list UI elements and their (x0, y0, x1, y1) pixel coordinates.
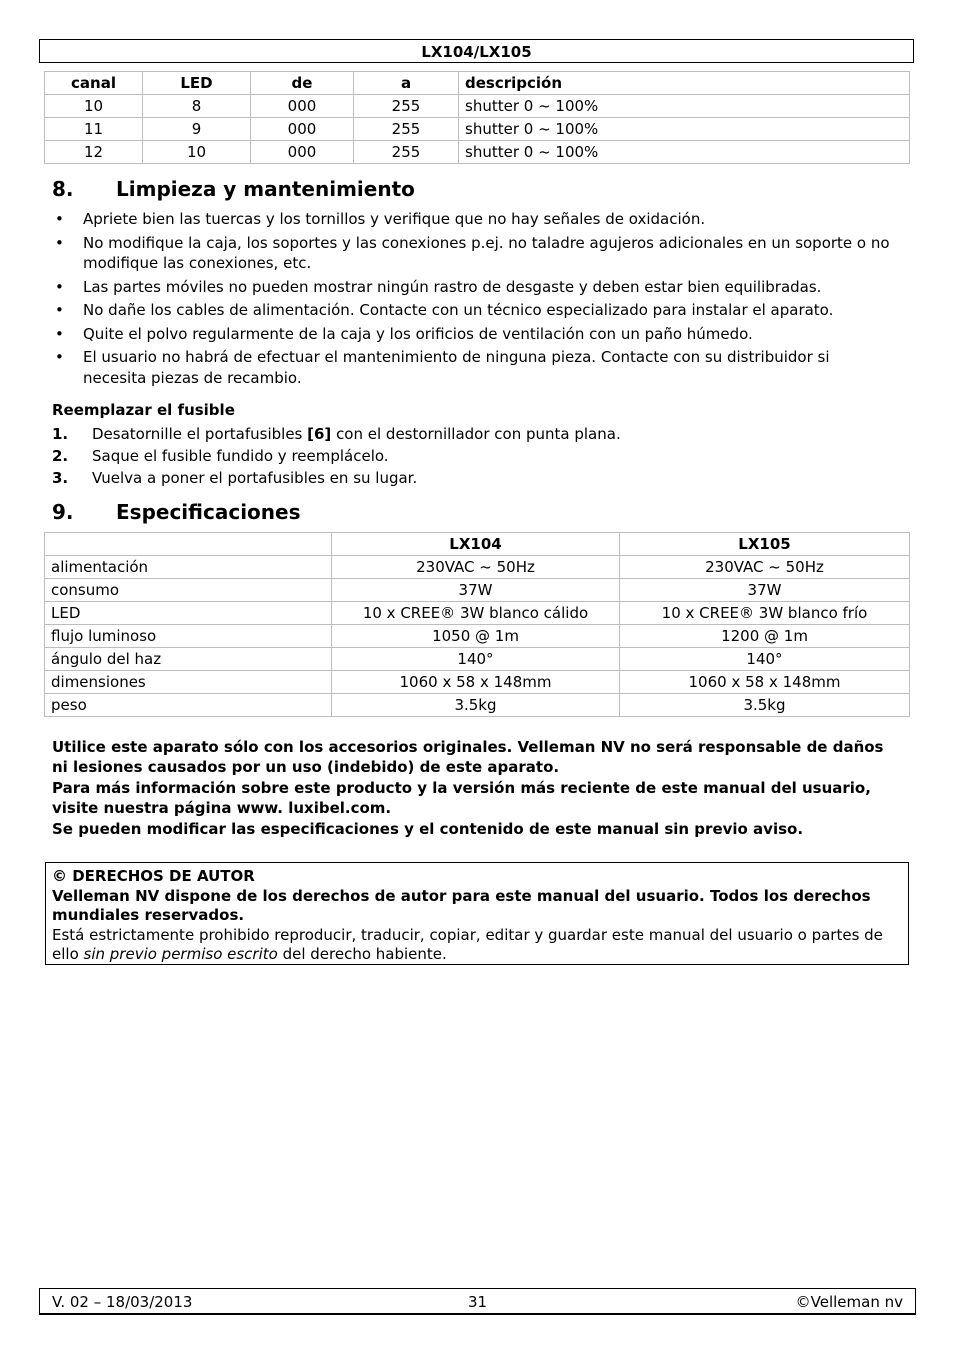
col-led: LED (143, 72, 251, 95)
bullet-icon: • (55, 324, 64, 343)
copyright-text-part: Está estrictamente prohibido reproducir, traducir, copiar, editar y guardar este manual del usuario o partes de ello (52, 925, 883, 963)
copyright-text (52, 926, 902, 965)
table-cell: 1050 @ 1m (332, 625, 620, 648)
bullet-icon: • (55, 210, 64, 228)
table-cell: LED (45, 602, 332, 625)
section-title: Especificaciones (116, 500, 301, 524)
list-item (52, 347, 892, 388)
table-cell: 000 (251, 118, 354, 141)
table-row (45, 95, 910, 118)
table-header-row (45, 72, 910, 95)
step-number: 1. (52, 425, 69, 443)
table-cell: dimensiones (45, 671, 332, 694)
table-row (45, 118, 910, 141)
table-cell: 3.5kg (332, 694, 620, 717)
list-item-text: No dañe los cables de alimentación. Contacte con un técnico especializado para instalar el aparato. (83, 301, 834, 319)
step-text: Desatornille el portafusibles (92, 425, 308, 443)
table-cell: 10 x CREE® 3W blanco cálido (332, 602, 620, 625)
copyright-text-part: del derecho habiente. (277, 945, 447, 963)
step-text: Saque el fusible fundido y reemplácelo. (92, 447, 389, 465)
table-row (45, 625, 910, 648)
col-lx104: LX104 (332, 533, 620, 556)
table-cell: 140° (332, 648, 620, 671)
table-cell: consumo (45, 579, 332, 602)
table-cell: 37W (332, 579, 620, 602)
fuse-steps (52, 423, 621, 489)
notice-accessories: Utilice este aparato sólo con los accesorios originales. Velleman NV no será responsable de daños ni lesiones causados por un uso (indebido) de este aparato. (52, 738, 884, 776)
list-item (52, 467, 621, 489)
bullet-icon: • (55, 301, 64, 319)
table-cell: peso (45, 694, 332, 717)
bullet-icon: • (55, 348, 64, 366)
fuse-subheading: Reemplazar el fusible (52, 401, 235, 419)
table-cell: 1060 x 58 x 148mm (620, 671, 910, 694)
list-item-text: Las partes móviles no pueden mostrar ningún rastro de desgaste y deben estar bien equilibradas. (83, 277, 822, 296)
table-row (45, 671, 910, 694)
table-cell: 10 (45, 95, 143, 118)
notice-changes: Se pueden modificar las especificaciones y el contenido de este manual sin previo aviso. (52, 820, 804, 838)
list-item (52, 445, 621, 467)
col-canal: canal (45, 72, 143, 95)
table-cell: 255 (354, 118, 459, 141)
col-de: de (251, 72, 354, 95)
section-9-heading (52, 500, 301, 524)
notice-more-info: Para más información sobre este producto y la versión más reciente de este manual del usuario, visite nuestra página www. luxibel.com. (52, 779, 871, 817)
table-cell: 230VAC ~ 50Hz (620, 556, 910, 579)
table-row (45, 694, 910, 717)
table-header-row (45, 533, 910, 556)
table-cell: 3.5kg (620, 694, 910, 717)
list-item (52, 300, 892, 321)
section-number: 9. (52, 500, 74, 524)
table-row (45, 556, 910, 579)
copyright-box (45, 862, 909, 965)
copyright-text-italic: sin previo permiso escrito (83, 945, 278, 963)
list-item-text: No modifique la caja, los soportes y las conexiones p.ej. no taladre agujeros adicionales en un soporte o no modifique las conexiones, etc. (83, 233, 890, 272)
col-a: a (354, 72, 459, 95)
section-title: Limpieza y mantenimiento (116, 177, 415, 201)
table-cell: 37W (620, 579, 910, 602)
table-cell: 11 (45, 118, 143, 141)
page-header (39, 39, 914, 63)
table-cell: 140° (620, 648, 910, 671)
section-number: 8. (52, 177, 74, 201)
list-item (52, 209, 892, 230)
table-cell: 255 (354, 95, 459, 118)
table-cell: 000 (251, 95, 354, 118)
step-text: Vuelva a poner el portafusibles en su lugar. (92, 469, 418, 487)
list-item (52, 423, 621, 445)
maintenance-list (52, 209, 892, 391)
table-cell: ángulo del haz (45, 648, 332, 671)
header-title: LX104/LX105 (421, 43, 532, 61)
table-cell: shutter 0 ~ 100% (459, 141, 910, 164)
table-row (45, 648, 910, 671)
step-bold: [6] (307, 425, 332, 443)
table-cell: 10 (143, 141, 251, 164)
table-cell: 8 (143, 95, 251, 118)
spec-table (44, 532, 910, 717)
copyright-heading: © DERECHOS DE AUTOR (52, 867, 255, 885)
list-item-text: El usuario no habrá de efectuar el mantenimiento de ninguna pieza. Contacte con su distribuidor si necesita piezas de recambio. (83, 348, 830, 387)
dmx-channel-table (44, 71, 910, 164)
list-item (52, 233, 892, 274)
table-cell: 1060 x 58 x 148mm (332, 671, 620, 694)
table-row (45, 602, 910, 625)
list-item (52, 277, 892, 298)
table-cell: alimentación (45, 556, 332, 579)
table-cell: 000 (251, 141, 354, 164)
table-cell: 1200 @ 1m (620, 625, 910, 648)
step-text: con el destornillador con punta plana. (331, 425, 621, 443)
bullet-icon: • (55, 233, 64, 252)
step-number: 3. (52, 469, 69, 487)
col-descripcion: descripción (459, 72, 910, 95)
list-item-text: Quite el polvo regularmente de la caja y los orificios de ventilación con un paño húmedo. (83, 324, 753, 343)
col-lx105: LX105 (620, 533, 910, 556)
table-cell: 9 (143, 118, 251, 141)
table-row (45, 579, 910, 602)
footer-version: V. 02 – 18/03/2013 (52, 1293, 193, 1311)
table-row (45, 141, 910, 164)
table-cell: 10 x CREE® 3W blanco frío (620, 602, 910, 625)
table-cell: 255 (354, 141, 459, 164)
table-cell: flujo luminoso (45, 625, 332, 648)
list-item-text: Apriete bien las tuercas y los tornillos y verifique que no hay señales de oxidación. (83, 210, 706, 228)
step-number: 2. (52, 447, 69, 465)
table-cell: 230VAC ~ 50Hz (332, 556, 620, 579)
col-label (45, 533, 332, 556)
page-footer (39, 1288, 916, 1315)
footer-company: ©Velleman nv (795, 1293, 903, 1311)
bullet-icon: • (55, 277, 64, 296)
table-cell: 12 (45, 141, 143, 164)
footer-page-number: 31 (467, 1293, 488, 1311)
section-8-heading (52, 177, 415, 201)
list-item (52, 324, 892, 345)
table-cell: shutter 0 ~ 100% (459, 118, 910, 141)
table-cell: shutter 0 ~ 100% (459, 95, 910, 118)
copyright-bold-text: Velleman NV dispone de los derechos de autor para este manual del usuario. Todos los derechos mundiales reservados. (52, 886, 871, 924)
